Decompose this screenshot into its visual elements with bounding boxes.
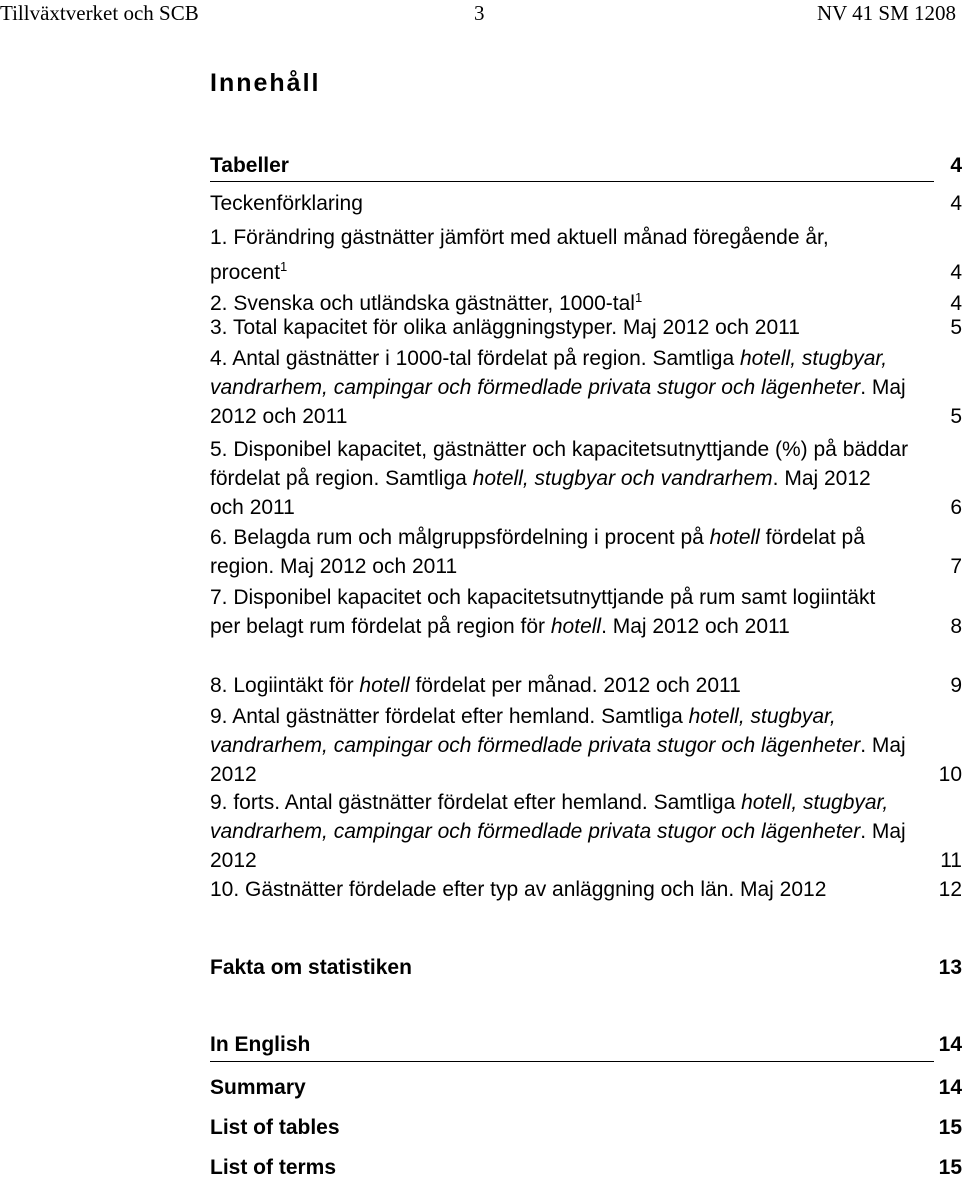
toc-page-number: 13 xyxy=(938,956,962,979)
toc-section-title: Tabeller xyxy=(210,154,289,177)
toc-entry-text-run: hotell, stugbyar, vandrarhem, campingar och förmedlade privata stugor och lägenheter xyxy=(210,791,889,843)
toc-page-number: 4 xyxy=(950,292,962,315)
toc-page-number: 5 xyxy=(950,405,962,428)
toc-entry-list-of-tables[interactable] xyxy=(210,1113,962,1142)
toc-entry-text-run: 6. Belagda rum och målgruppsfördelning i procent på xyxy=(210,526,710,549)
toc-entry-text-run: hotell xyxy=(709,526,760,549)
toc-page-number: 10 xyxy=(938,763,962,786)
toc-entry-title xyxy=(210,313,910,342)
toc-page-number: 11 xyxy=(940,849,962,872)
toc-entry-text-run: hotell, stugbyar och vandrarhem xyxy=(472,467,773,490)
toc-entry-table-5[interactable] xyxy=(210,435,962,522)
toc-entry-text-run: 5. Disponibel kapacitet, gästnätter och kapacitetsutnyttjande (%) på bäddar fördelat på region. Samtliga xyxy=(210,438,909,490)
toc-entry-list-of-terms[interactable] xyxy=(210,1153,962,1182)
toc-page-number: 6 xyxy=(950,496,962,519)
toc-entry-text-run: 10. Gästnätter fördelade efter typ av anläggning och län. Maj 2012 xyxy=(210,878,827,901)
toc-entry-text-run: 4. Antal gästnätter i 1000-tal fördelat på region. Samtliga xyxy=(210,347,740,370)
toc-entry-table-3[interactable] xyxy=(210,313,962,342)
toc-entry-title xyxy=(210,1113,910,1142)
toc-entry-text-run: . Maj 2012 xyxy=(210,820,906,872)
toc-entry-text-run: 2. Svenska och utländska gästnätter, 1000-tal xyxy=(210,292,635,315)
toc-entry-table-4[interactable] xyxy=(210,344,962,431)
toc-entry-text-run: . Maj 2012 och 2011 xyxy=(601,615,790,638)
toc-entry-text-run: 9. forts. Antal gästnätter fördelat efter hemland. Samtliga xyxy=(210,791,742,814)
toc-entry-table-6[interactable] xyxy=(210,523,962,581)
toc-entry-title xyxy=(210,702,910,789)
toc-entry-text-run: . Maj 2012 xyxy=(210,734,906,786)
toc-entry-text-run: . Maj 2012 och 2011 xyxy=(210,467,871,519)
section-divider xyxy=(210,181,934,182)
toc-page-number: 5 xyxy=(950,316,962,339)
toc-entry-title xyxy=(210,189,910,218)
toc-entry-text-run: fördelat på region. Maj 2012 och 2011 xyxy=(210,526,865,578)
toc-entry-table-10[interactable] xyxy=(210,875,962,904)
footnote-marker: 1 xyxy=(280,259,288,274)
toc-page-number: 8 xyxy=(950,615,962,638)
toc-entry-text-run: Summary xyxy=(210,1076,306,1099)
section-divider xyxy=(210,1061,934,1062)
toc-entry-text-run: List of tables xyxy=(210,1116,340,1139)
toc-entry-title xyxy=(210,671,910,700)
toc-entry-text-run: 7. Disponibel kapacitet och kapacitetsutnyttjande på rum samt logiintäkt per belagt rum fördelat på region för xyxy=(210,586,876,638)
toc-page-number: 15 xyxy=(938,1116,962,1139)
toc-heading: Innehåll xyxy=(210,69,321,97)
toc-entry-text-run: Teckenförklaring xyxy=(210,192,363,215)
toc-page-number: 4 xyxy=(950,154,962,177)
toc-entry-title xyxy=(210,875,910,904)
toc-page-number: 9 xyxy=(950,674,962,697)
toc-page-number: 14 xyxy=(938,1076,962,1099)
toc-entry-text-run: fördelat per månad. 2012 och 2011 xyxy=(409,674,741,697)
toc-section-fakta[interactable] xyxy=(210,953,962,982)
toc-entry-text-run: 8. Logiintäkt för xyxy=(210,674,360,697)
toc-entry-text-run: 1. Förändring gästnätter jämfört med aktuell månad föregående år, procent xyxy=(210,226,829,284)
toc-entry-text-run: hotell, stugbyar, vandrarhem, campingar och förmedlade privata stugor och lägenheter xyxy=(210,347,888,399)
toc-entry-text-run: 9. Antal gästnätter fördelat efter hemland. Samtliga xyxy=(210,705,689,728)
toc-entry-title xyxy=(210,788,910,875)
toc-entry-table-7[interactable] xyxy=(210,583,962,641)
footnote-marker: 1 xyxy=(634,290,643,305)
toc-page-number: 15 xyxy=(938,1156,962,1179)
page-number: 3 xyxy=(474,1,485,25)
toc-section-title: Fakta om statistiken xyxy=(210,956,412,979)
toc-entry-text-run: hotell xyxy=(359,674,410,697)
toc-entry-table-1[interactable] xyxy=(210,223,962,287)
toc-page-number: 12 xyxy=(938,878,962,901)
toc-entry-text-run: List of terms xyxy=(210,1156,337,1179)
toc-entry-text-run: hotell xyxy=(550,615,602,638)
toc-entry-title xyxy=(210,223,910,287)
toc-page-number: 4 xyxy=(950,192,962,215)
toc-entry-table-9-continued[interactable] xyxy=(210,788,962,875)
toc-page-number: 14 xyxy=(938,1033,962,1056)
toc-section-title: In English xyxy=(210,1033,311,1056)
toc-entry-text-run: hotell, stugbyar, vandrarhem, campingar och förmedlade privata stugor och lägenheter xyxy=(210,705,861,757)
toc-entry-text-run: 3. Total kapacitet för olika anläggningstyper. Maj 2012 och 2011 xyxy=(210,316,800,339)
toc-entry-title xyxy=(210,435,910,522)
toc-page-number: 7 xyxy=(950,555,962,578)
running-header-right: NV 41 SM 1208 xyxy=(816,1,956,25)
toc-section-tabeller[interactable] xyxy=(210,151,962,180)
toc-entry-title xyxy=(210,523,910,581)
toc-page-number: 4 xyxy=(950,261,962,284)
toc-entry-teckenforklaring[interactable] xyxy=(210,189,962,218)
toc-entry-title xyxy=(210,1073,910,1102)
toc-entry-table-9[interactable] xyxy=(210,702,962,789)
toc-section-in-english[interactable] xyxy=(210,1030,962,1059)
toc-entry-title xyxy=(210,583,910,641)
toc-entry-title xyxy=(210,344,910,431)
toc-entry-title xyxy=(210,1153,910,1182)
toc-entry-text-run: . Maj 2012 och 2011 xyxy=(210,376,906,428)
running-header-left: Tillväxtverket och SCB xyxy=(0,1,199,25)
toc-entry-summary[interactable] xyxy=(210,1073,962,1102)
toc-entry-table-8[interactable] xyxy=(210,671,962,700)
